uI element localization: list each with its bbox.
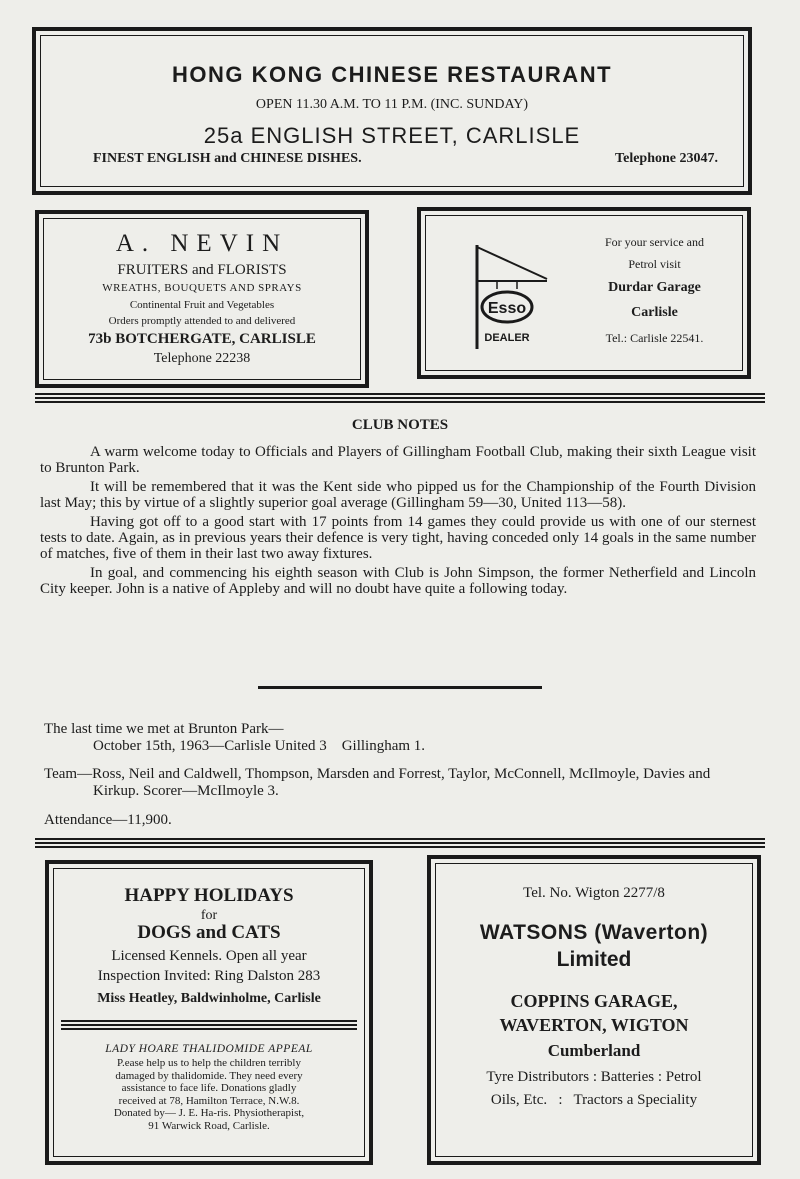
durdar-ad xyxy=(417,207,751,379)
club-notes-paragraph-3: Having got off to a good start with 17 points from 14 games they could provide us with one of our sternest tests to date. Again, as in previous years their defence is very tight, having conceded only 14 goals in the same number of matches, five of them in their last two away fixtures. xyxy=(40,514,756,562)
club-notes-body xyxy=(40,444,756,597)
club-notes-title: CLUB NOTES xyxy=(351,417,449,433)
watsons-limited: Limited xyxy=(556,948,632,971)
watsons-name: WATSONS (Waverton) xyxy=(479,921,709,944)
last-meeting-intro: The last time we met at Brunton Park— xyxy=(44,721,284,737)
appeal-line4: received at 78, Hamilton Terrace, N.W.8. xyxy=(118,1094,300,1107)
club-notes-paragraph-4: In goal, and commencing his eighth season with Club is John Simpson, the former Netherfield and Lincoln City keeper. John is a native of Appleby and will no doubt have quite a following today. xyxy=(40,565,756,597)
nevin-line3: Continental Fruit and Vegetables xyxy=(129,299,275,311)
last-meeting xyxy=(44,721,756,829)
nevin-name: A. NEVIN xyxy=(115,230,289,257)
durdar-name: Durdar Garage xyxy=(608,280,701,295)
appeal-line3: assistance to face life. Donations gladly xyxy=(121,1082,297,1094)
durdar-tel: Tel.: Carlisle 22541. xyxy=(605,331,704,345)
restaurant-hours: OPEN 11.30 A.M. TO 11 P.M. (INC. SUNDAY) xyxy=(255,97,529,112)
watsons-county: Cumberland xyxy=(547,1041,641,1060)
short-divider xyxy=(258,686,542,689)
holidays-contact: Miss Heatley, Baldwinholme, Carlisle xyxy=(97,991,321,1006)
watsons-ad xyxy=(427,855,761,1165)
nevin-line1: FRUITERS and FLORISTS xyxy=(117,262,287,278)
club-notes-paragraph-2: It will be remembered that it was the Kent side who pipped us for the Championship of the Fourth Division last May; this by virtue of a slightly superior goal average (Gillingham 59—30, United 113—58). xyxy=(40,479,756,511)
appeal-body xyxy=(49,1057,369,1132)
appeal-line6: 91 Warwick Road, Carlisle. xyxy=(148,1119,270,1132)
durdar-line1: For your service and xyxy=(605,235,704,249)
restaurant-telephone: Telephone 23047. xyxy=(615,151,718,166)
restaurant-name: HONG KONG CHINESE RESTAURANT xyxy=(171,62,613,87)
watsons-place: WAVERTON, WIGTON xyxy=(499,1015,689,1035)
nevin-line4: Orders promptly attended to and delivered xyxy=(108,315,296,327)
holidays-title: HAPPY HOLIDAYS xyxy=(124,885,294,906)
nevin-address: 73b BOTCHERGATE, CARLISLE xyxy=(88,331,316,347)
club-notes-paragraph-1: A warm welcome today to Officials and Players of Gillingham Football Club, making their sixth League visit to Brunton Park. xyxy=(40,444,756,476)
appeal-line2: damaged by thalidomide. They need every xyxy=(115,1069,303,1082)
last-meeting-team: Team—Ross, Neil and Caldwell, Thompson, Marsden and Forrest, Taylor, McConnell, McIlmoyle, Davies and Kirkup. Scorer—McIlmoyle 3. xyxy=(44,766,711,799)
appeal-line1: P.ease help us to help the children terribly xyxy=(117,1057,301,1069)
restaurant-address: 25a ENGLISH STREET, CARLISLE xyxy=(203,123,581,148)
watsons-line1: Tyre Distributors : Batteries : Petrol xyxy=(486,1069,702,1085)
section-divider-bottom xyxy=(35,838,765,850)
nevin-line2: WREATHS, BOUQUETS AND SPRAYS xyxy=(102,282,302,294)
watsons-line2: Oils, Etc. : Tractors a Speciality xyxy=(490,1092,698,1108)
appeal-title: LADY HOARE THALIDOMIDE APPEAL xyxy=(105,1043,313,1055)
nevin-telephone: Telephone 22238 xyxy=(153,351,251,366)
holidays-for: for xyxy=(200,908,218,923)
nevin-ad xyxy=(35,210,369,388)
esso-brand-text: Esso xyxy=(487,300,527,317)
section-divider-top xyxy=(35,393,765,405)
holidays-subtitle: DOGS and CATS xyxy=(137,922,281,943)
watsons-tel: Tel. No. Wigton 2277/8 xyxy=(523,885,665,901)
holidays-line1: Licensed Kennels. Open all year xyxy=(111,948,307,964)
last-meeting-attendance: Attendance—11,900. xyxy=(44,812,172,828)
watsons-garage: COPPINS GARAGE, xyxy=(510,991,678,1011)
esso-dealer-sign-icon xyxy=(457,241,557,351)
restaurant-dishes: FINEST ENGLISH and CHINESE DISHES. xyxy=(93,151,362,166)
holidays-line2: Inspection Invited: Ring Dalston 283 xyxy=(97,968,321,984)
holidays-ad xyxy=(45,860,373,1165)
hongkong-ad xyxy=(32,27,752,195)
appeal-line5: Donated by— J. E. Ha-ris. Physiotherapist, xyxy=(113,1107,305,1119)
last-meeting-result: October 15th, 1963—Carlisle United 3 Gillingham 1. xyxy=(93,738,426,754)
durdar-town: Carlisle xyxy=(631,305,678,320)
dealer-text: DEALER xyxy=(484,332,530,344)
durdar-line2: Petrol visit xyxy=(628,257,681,271)
appeal-divider xyxy=(61,1020,357,1030)
